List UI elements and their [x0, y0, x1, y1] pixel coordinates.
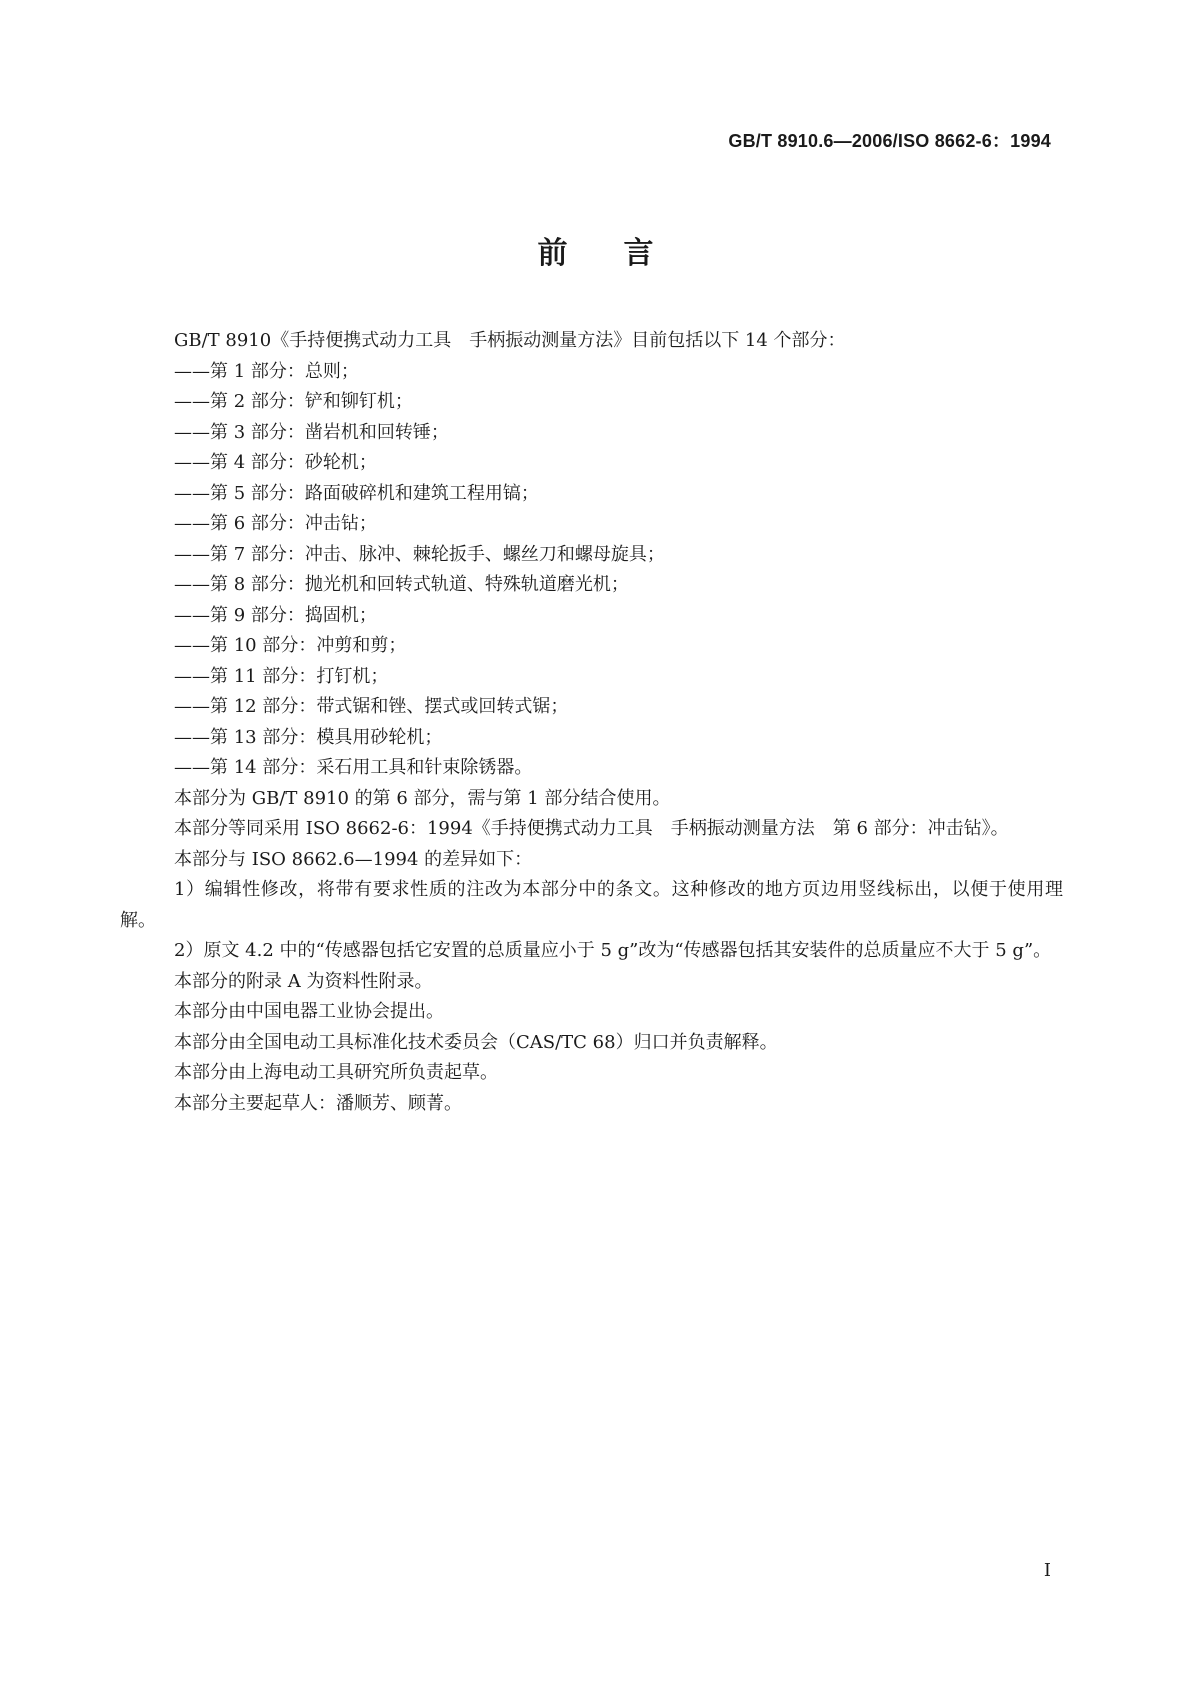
usage-paragraph: 本部分为 GB/T 8910 的第 6 部分，需与第 1 部分结合使用。: [174, 787, 671, 809]
foreword-body: [120, 326, 1063, 1119]
proposer-paragraph: 本部分由中国电器工业协会提出。: [174, 1001, 444, 1022]
list-item: ——第 10 部分：冲剪和剪；: [174, 635, 407, 656]
list-item: ——第 2 部分：铲和铆钉机；: [174, 391, 413, 412]
drafter-org-paragraph: 本部分由上海电动工具研究所负责起草。: [174, 1062, 498, 1083]
list-item: ——第 12 部分：带式锯和锉、摆式或回转式锯；: [174, 696, 569, 717]
list-item: ——第 8 部分：抛光机和回转式轨道、特殊轨道磨光机；: [174, 574, 629, 595]
page-number: I: [1043, 1560, 1051, 1581]
list-item: ——第 7 部分：冲击、脉冲、棘轮扳手、螺丝刀和螺母旋具；: [174, 543, 665, 565]
parts-list: [120, 357, 1063, 784]
list-item: ——第 5 部分：路面破碎机和建筑工程用镐；: [174, 482, 539, 504]
list-item: ——第 1 部分：总则；: [174, 360, 359, 382]
list-item: ——第 11 部分：打钉机；: [174, 665, 389, 687]
standard-code: GB/T 8910.6—2006/ISO 8662-6：1994: [728, 131, 1051, 151]
list-item: ——第 4 部分：砂轮机；: [174, 452, 377, 473]
annex-paragraph: 本部分的附录 A 为资料性附录。: [174, 970, 433, 992]
list-item: ——第 13 部分：模具用砂轮机；: [174, 726, 443, 748]
intro-paragraph: GB/T 8910《手持便携式动力工具 手柄振动测量方法》目前包括以下 14 个部分：: [174, 330, 846, 351]
difference-item-1: 1）编辑性修改，将带有要求性质的注改为本部分中的条文。这种修改的地方页边用竖线标出，以便于使用理解。: [120, 879, 1063, 931]
adoption-paragraph: 本部分等同采用 ISO 8662-6：1994《手持便携式动力工具 手柄振动测量方法 第 6 部分：冲击钻》。: [174, 818, 1009, 839]
committee-paragraph: 本部分由全国电动工具标准化技术委员会（CAS/TC 68）归口并负责解释。: [174, 1031, 778, 1053]
page-title: 前言: [537, 236, 710, 271]
drafters-paragraph: 本部分主要起草人：潘顺芳、顾菁。: [174, 1092, 462, 1114]
difference-item-2: 2）原文 4.2 中的“传感器包括它安置的总质量应小于 5 g”改为“传感器包括其安装件的总质量应不大于 5 g”。: [174, 940, 1052, 961]
list-item: ——第 9 部分：捣固机；: [174, 604, 377, 626]
list-item: ——第 3 部分：凿岩机和回转锤；: [174, 421, 449, 443]
list-item: ——第 6 部分：冲击钻；: [174, 513, 377, 534]
list-item: ——第 14 部分：采石用工具和针束除锈器。: [174, 757, 533, 778]
differences-heading: 本部分与 ISO 8662.6—1994 的差异如下：: [174, 848, 533, 870]
